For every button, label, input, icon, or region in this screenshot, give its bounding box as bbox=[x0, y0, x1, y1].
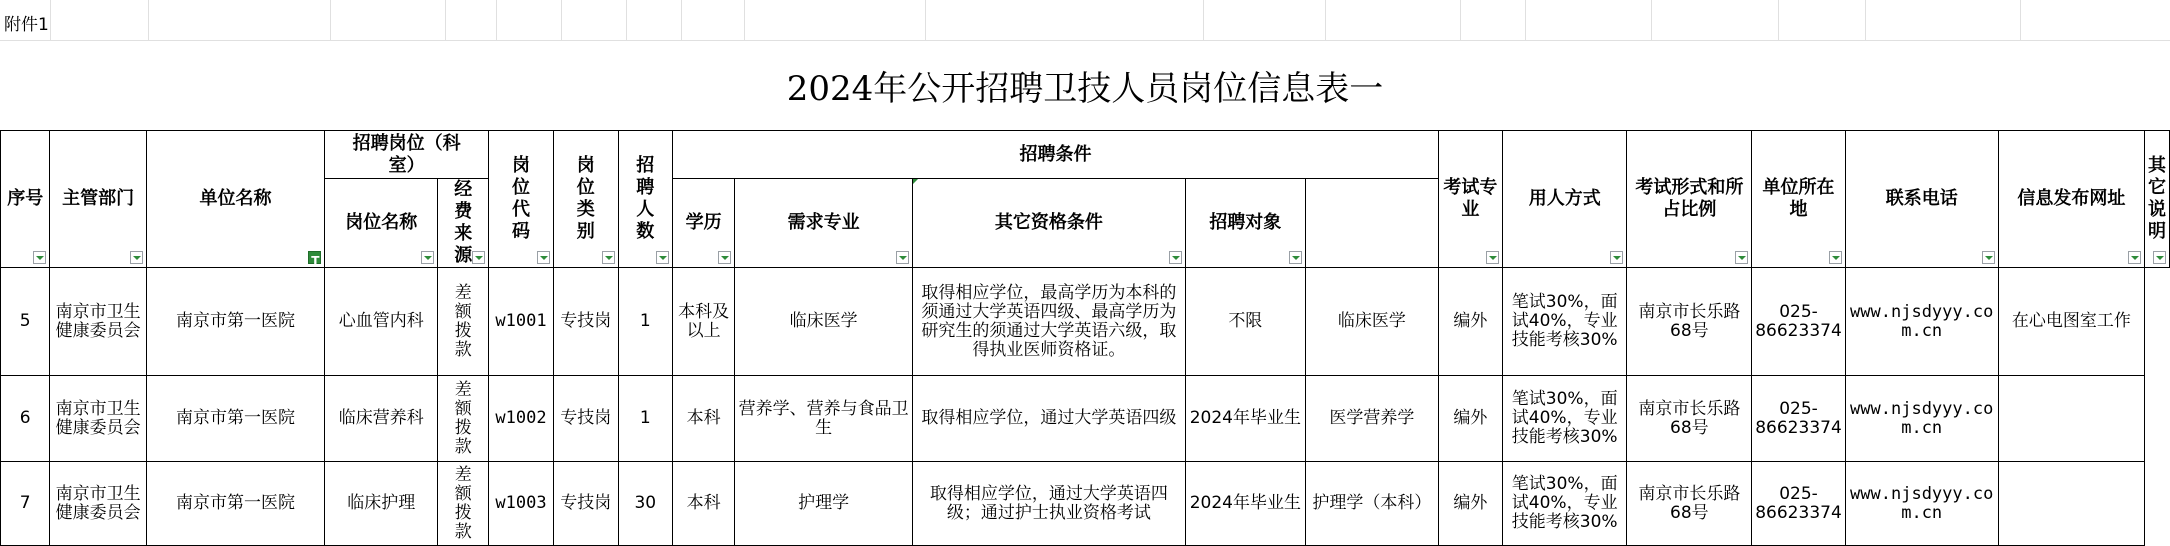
cell-education[interactable]: 本科及以上 bbox=[673, 268, 735, 376]
cell-dept[interactable]: 南京市卫生健康委员会 bbox=[50, 462, 146, 546]
filter-dropdown-icon[interactable] bbox=[1289, 251, 1302, 264]
cell-other-qual[interactable]: 取得相应学位，最高学历为本科的须通过大学英语四级、最高学历为研究生的须通过大学英语六级，取得执业医师资格证。 bbox=[913, 268, 1186, 376]
table-row bbox=[1, 462, 2170, 546]
header-funding[interactable] bbox=[438, 179, 489, 268]
cell-post-name[interactable]: 临床护理 bbox=[325, 462, 438, 546]
gridline bbox=[2020, 0, 2021, 40]
filter-dropdown-icon[interactable] bbox=[1610, 251, 1623, 264]
header-cond-group[interactable]: 招聘条件 bbox=[673, 131, 1439, 179]
filter-dropdown-icon[interactable] bbox=[1735, 251, 1748, 264]
cell-education[interactable]: 本科 bbox=[673, 376, 735, 462]
filter-dropdown-icon[interactable] bbox=[896, 251, 909, 264]
cell-unit[interactable]: 南京市第一医院 bbox=[146, 268, 324, 376]
cell-post-type[interactable]: 专技岗 bbox=[553, 268, 618, 376]
cell-funding[interactable]: 差额拨款 bbox=[438, 462, 489, 546]
cell-unit[interactable]: 南京市第一医院 bbox=[146, 462, 324, 546]
cell-post-type[interactable]: 专技岗 bbox=[553, 462, 618, 546]
header-post-code[interactable] bbox=[489, 131, 554, 268]
cell-website[interactable]: www.njsdyyy.com.cn bbox=[1845, 462, 1998, 546]
cell-count[interactable]: 1 bbox=[618, 268, 673, 376]
header-other-qual[interactable] bbox=[913, 179, 1186, 268]
cell-phone[interactable]: 025-86623374 bbox=[1752, 462, 1846, 546]
cell-exam-form[interactable]: 笔试30%，面试40%，专业技能考核30% bbox=[1502, 462, 1627, 546]
cell-phone[interactable]: 025-86623374 bbox=[1752, 268, 1846, 376]
header-post-type[interactable] bbox=[553, 131, 618, 268]
gridline bbox=[1778, 0, 1779, 40]
filter-dropdown-icon[interactable] bbox=[1982, 251, 1995, 264]
header-website[interactable] bbox=[1998, 131, 2144, 268]
gridline bbox=[1525, 0, 1526, 40]
cell-exam-form[interactable]: 笔试30%，面试40%，专业技能考核30% bbox=[1502, 376, 1627, 462]
header-exam-major[interactable] bbox=[1438, 131, 1502, 268]
cell-seq[interactable]: 5 bbox=[1, 268, 50, 376]
cell-count[interactable]: 30 bbox=[618, 462, 673, 546]
gridline bbox=[1203, 0, 1204, 40]
filter-dropdown-icon[interactable] bbox=[718, 251, 731, 264]
table-title: 2024年公开招聘卫技人员岗位信息表一 bbox=[786, 68, 1384, 109]
cell-exam-major[interactable]: 临床医学 bbox=[1306, 268, 1439, 376]
header-seq[interactable] bbox=[1, 131, 50, 268]
gridline bbox=[445, 0, 446, 40]
cell-location[interactable]: 南京市长乐路68号 bbox=[1627, 462, 1752, 546]
cell-location[interactable]: 南京市长乐路68号 bbox=[1627, 268, 1752, 376]
header-label: 信息发布网址 bbox=[2017, 188, 2126, 209]
gridline bbox=[1325, 0, 1326, 40]
header-count[interactable] bbox=[618, 131, 673, 268]
header-label: 岗位代码 bbox=[512, 155, 530, 242]
header-label: 其它资格条件 bbox=[994, 212, 1103, 233]
cell-funding[interactable]: 差额拨款 bbox=[438, 268, 489, 376]
header-label: 考试专业 bbox=[1443, 177, 1498, 220]
header-row-1 bbox=[1, 131, 2170, 179]
filter-dropdown-icon[interactable] bbox=[2153, 251, 2166, 264]
gridline bbox=[1865, 0, 1866, 40]
cell-employ[interactable]: 编外 bbox=[1438, 268, 1502, 376]
header-label: 单位名称 bbox=[199, 188, 272, 209]
cell-count[interactable]: 1 bbox=[618, 376, 673, 462]
header-label: 经费来源 bbox=[454, 179, 473, 266]
cell-location[interactable]: 南京市长乐路68号 bbox=[1627, 376, 1752, 462]
cell-dept[interactable]: 南京市卫生健康委员会 bbox=[50, 376, 146, 462]
gridline bbox=[561, 0, 562, 40]
header-label: 岗位类别 bbox=[576, 155, 595, 242]
gridline bbox=[148, 0, 149, 40]
gridline bbox=[744, 0, 745, 40]
cell-target[interactable]: 2024年毕业生 bbox=[1185, 376, 1305, 462]
header-unit[interactable] bbox=[146, 131, 324, 268]
annex-label: 附件1 bbox=[4, 15, 49, 35]
gridline bbox=[1651, 0, 1652, 40]
cell-post-type[interactable]: 专技岗 bbox=[553, 376, 618, 462]
cell-remarks[interactable] bbox=[1998, 462, 2144, 546]
cell-other-qual[interactable]: 取得相应学位，通过大学英语四级 bbox=[913, 376, 1186, 462]
cell-other-qual[interactable]: 取得相应学位，通过大学英语四级；通过护士执业资格考试 bbox=[913, 462, 1186, 546]
cell-post-name[interactable]: 心血管内科 bbox=[325, 268, 438, 376]
header-label: 用人方式 bbox=[1528, 188, 1601, 209]
active-filter-icon[interactable] bbox=[308, 251, 321, 264]
header-dept[interactable] bbox=[50, 131, 146, 268]
header-label: 联系电话 bbox=[1885, 188, 1958, 209]
filter-dropdown-icon[interactable] bbox=[472, 251, 485, 264]
header-label: 岗位名称 bbox=[345, 212, 418, 233]
header-label: 考试形式和所占比例 bbox=[1635, 177, 1744, 220]
header-label: 需求专业 bbox=[787, 212, 860, 233]
gridline bbox=[626, 0, 627, 40]
header-label: 学历 bbox=[685, 212, 722, 233]
cell-seq[interactable]: 6 bbox=[1, 376, 50, 462]
filter-dropdown-icon[interactable] bbox=[1486, 251, 1499, 264]
comment-marker bbox=[913, 179, 918, 184]
cell-education[interactable]: 本科 bbox=[673, 462, 735, 546]
filter-dropdown-icon[interactable] bbox=[656, 251, 669, 264]
recruitment-table bbox=[0, 130, 2170, 546]
filter-dropdown-icon[interactable] bbox=[537, 251, 550, 264]
cell-exam-major[interactable]: 护理学（本科） bbox=[1306, 462, 1439, 546]
filter-dropdown-icon[interactable] bbox=[421, 251, 434, 264]
header-post-name[interactable] bbox=[325, 179, 438, 268]
cell-target[interactable]: 2024年毕业生 bbox=[1185, 462, 1305, 546]
cell-phone[interactable]: 025-86623374 bbox=[1752, 376, 1846, 462]
header-post-group[interactable]: 招聘岗位（科室） bbox=[325, 131, 489, 179]
header-exam-form[interactable] bbox=[1627, 131, 1752, 268]
header-remarks[interactable] bbox=[2145, 131, 2170, 268]
cell-seq[interactable]: 7 bbox=[1, 462, 50, 546]
gridline bbox=[1460, 0, 1461, 40]
table-row bbox=[1, 376, 2170, 462]
filter-dropdown-icon[interactable] bbox=[602, 251, 615, 264]
cell-employ[interactable]: 编外 bbox=[1438, 462, 1502, 546]
header-label: 招聘人数 bbox=[636, 155, 655, 242]
header-education[interactable] bbox=[673, 179, 735, 268]
filter-dropdown-icon[interactable] bbox=[2128, 251, 2141, 264]
filter-dropdown-icon[interactable] bbox=[1829, 251, 1842, 264]
cell-post-name[interactable]: 临床营养科 bbox=[325, 376, 438, 462]
filter-dropdown-icon[interactable] bbox=[1169, 251, 1182, 264]
table-row bbox=[1, 268, 2170, 376]
header-major[interactable] bbox=[735, 179, 913, 268]
cell-post-code[interactable]: w1001 bbox=[489, 268, 554, 376]
header-label: 单位所在地 bbox=[1762, 177, 1835, 220]
cell-website[interactable]: www.njsdyyy.com.cn bbox=[1845, 268, 1998, 376]
cell-post-code[interactable]: w1002 bbox=[489, 376, 554, 462]
cell-exam-major[interactable]: 医学营养学 bbox=[1306, 376, 1439, 462]
cell-major[interactable]: 护理学 bbox=[735, 462, 913, 546]
header-phone[interactable] bbox=[1845, 131, 1998, 268]
gridline bbox=[496, 0, 497, 40]
cell-unit[interactable]: 南京市第一医院 bbox=[146, 376, 324, 462]
header-label: 其它说明 bbox=[2148, 155, 2166, 242]
header-label: 招聘对象 bbox=[1209, 212, 1282, 233]
gridline bbox=[681, 0, 682, 40]
cell-post-code[interactable]: w1003 bbox=[489, 462, 554, 546]
header-label: 序号 bbox=[7, 188, 44, 209]
cell-target[interactable]: 不限 bbox=[1185, 268, 1305, 376]
gridline bbox=[330, 0, 331, 40]
cell-employ[interactable]: 编外 bbox=[1438, 376, 1502, 462]
cell-funding[interactable]: 差额拨款 bbox=[438, 376, 489, 462]
header-location[interactable] bbox=[1752, 131, 1846, 268]
cell-dept[interactable]: 南京市卫生健康委员会 bbox=[50, 268, 146, 376]
cell-website[interactable]: www.njsdyyy.com.cn bbox=[1845, 376, 1998, 462]
filter-dropdown-icon[interactable] bbox=[130, 251, 143, 264]
cell-remarks[interactable] bbox=[1998, 376, 2144, 462]
header-target[interactable] bbox=[1185, 179, 1305, 268]
filter-dropdown-icon[interactable] bbox=[33, 251, 46, 264]
gridline bbox=[50, 0, 51, 40]
cell-major[interactable]: 临床医学 bbox=[735, 268, 913, 376]
gridline bbox=[925, 0, 926, 40]
header-label: 主管部门 bbox=[62, 188, 135, 209]
cell-remarks[interactable]: 在心电图室工作 bbox=[1998, 268, 2144, 376]
cell-major[interactable]: 营养学、营养与食品卫生 bbox=[735, 376, 913, 462]
header-employ[interactable] bbox=[1502, 131, 1627, 268]
cell-exam-form[interactable]: 笔试30%，面试40%，专业技能考核30% bbox=[1502, 268, 1627, 376]
